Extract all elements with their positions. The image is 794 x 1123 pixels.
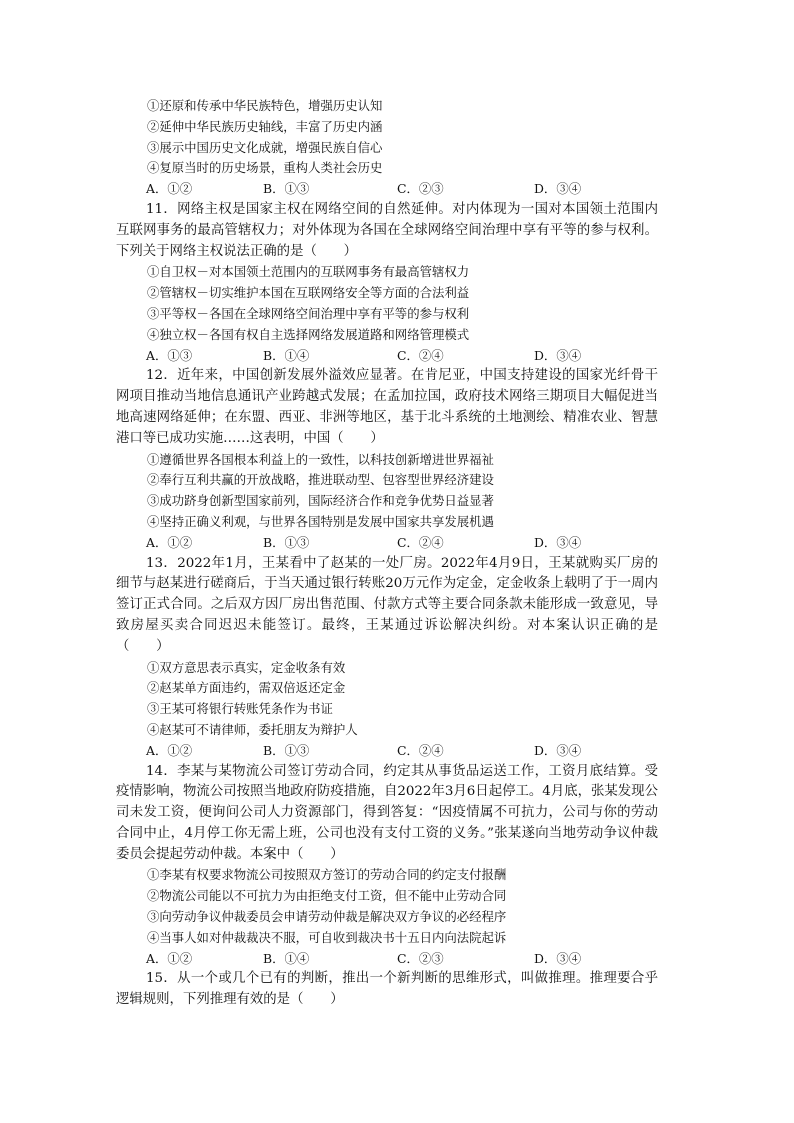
q13-choice-c: C．②④ xyxy=(397,742,444,758)
q10-choice-b: B．①③ xyxy=(263,181,310,197)
q10-choices xyxy=(146,179,658,200)
q13-choice-b: B．①③ xyxy=(263,742,310,758)
q13-option-2: ②赵某单方面违约，需双倍返还定金 xyxy=(147,680,346,696)
q12-option-1: ①遵循世界各国根本利益上的一致性，以科技创新增进世界福祉 xyxy=(147,451,494,467)
q14-choice-b: B．①④ xyxy=(263,950,310,966)
q14-option-2: ②物流公司能以不可抗力为由拒绝支付工资，但不能中止劳动合同 xyxy=(147,888,507,904)
question-11 xyxy=(116,200,658,366)
q12-choice-a: A．①② xyxy=(146,534,193,550)
q10-option-2: ②延伸中华民族历史轴线，丰富了历史内涵 xyxy=(147,118,383,134)
q10-choice-c: C．②③ xyxy=(397,181,444,197)
question-10 xyxy=(146,96,658,200)
q13-choices xyxy=(146,741,658,762)
q13-stem: 13．2022年1月，王某看中了赵某的一处厂房。2022年4月9日，王某就购买厂房的细节与赵某进行磋商后，于当天通过银行转账20万元作为定金，定金收条上载明了于一周内签订正式合同。之后双方因厂房出售范围、付款方式等主要合同条款未能形成一致意见，导致房屋买卖合同迟迟未能签订。最终，王某通过诉讼解决纠纷。对本案认识正确的是（ ） xyxy=(116,555,658,654)
q11-choices xyxy=(146,346,658,367)
q15-stem: 15．从一个或几个已有的判断，推出一个新判断的思维形式，叫做推理。推理要合乎逻辑规则，下列推理有效的是（ ） xyxy=(116,971,658,1008)
q12-choice-d: D．③④ xyxy=(534,534,582,550)
q10-choice-a: A．①② xyxy=(146,181,193,197)
q10-option-1: ①还原和传承中华民族特色，增强历史认知 xyxy=(147,98,383,113)
q11-choice-b: B．①④ xyxy=(263,347,310,363)
q12-option-3: ③成功跻身创新型国家前列，国际经济合作和竞争优势日益显著 xyxy=(147,493,494,509)
q14-choices xyxy=(146,949,658,970)
q11-choice-d: D．③④ xyxy=(534,347,582,363)
question-12 xyxy=(116,366,658,553)
q11-option-4: ④独立权－各国有权自主选择网络发展道路和网络管理模式 xyxy=(147,326,470,342)
q11-option-1: ①自卫权－对本国领土范围内的互联网事务有最高管辖权力 xyxy=(147,264,470,280)
q14-option-3: ③向劳动争议仲裁委员会申请劳动仲裁是解决双方争议的必经程序 xyxy=(147,909,507,925)
q14-choice-d: D．③④ xyxy=(534,950,582,966)
q11-option-3: ③平等权－各国在全球网络空间治理中享有平等的参与权利 xyxy=(147,305,470,321)
q10-option-4: ④复原当时的历史场景，重构人类社会历史 xyxy=(147,160,383,176)
q11-choice-a: A．①③ xyxy=(146,347,193,363)
q12-option-4: ④坚持正确义利观，与世界各国特别是发展中国家共享发展机遇 xyxy=(147,513,494,529)
q13-choice-d: D．③④ xyxy=(534,742,582,758)
q14-choice-c: C．②③ xyxy=(397,950,444,966)
q10-choice-d: D．③④ xyxy=(534,181,582,197)
q13-choice-a: A．①② xyxy=(146,742,193,758)
q13-option-1: ①双方意思表示真实，定金收条有效 xyxy=(147,659,346,675)
q14-option-1: ①李某有权要求物流公司按照双方签订的劳动合同的约定支付报酬 xyxy=(147,867,507,883)
question-13 xyxy=(116,554,658,762)
q11-choice-c: C．②④ xyxy=(397,347,444,363)
q12-stem: 12．近年来，中国创新发展外溢效应显著。在肯尼亚，中国支持建设的国家光纤骨干网项目推动当地信息通讯产业跨越式发展；在孟加拉国，政府技术网络三期项目大幅促进当地高速网络延伸；在东盟、西亚、非洲等地区，基于北斗系统的土地测绘、精准农业、智慧港口等已成功实施……这表明，中国（ ） xyxy=(116,368,658,446)
q11-option-2: ②管辖权－切实维护本国在互联网络安全等方面的合法利益 xyxy=(147,285,470,301)
q11-stem: 11．网络主权是国家主权在网络空间的自然延伸。对内体现为一国对本国领土范围内互联网事务的最高管辖权力；对外体现为各国在全球网络空间治理中享有平等的参与权利。下列关于网络主权说法正确的是（ ） xyxy=(116,201,658,259)
q13-option-4: ④赵某可不请律师，委托朋友为辩护人 xyxy=(147,721,358,737)
q14-stem: 14．李某与某物流公司签订劳动合同，约定其从事货品运送工作，工资月底结算。受疫情影响，物流公司按照当地政府防疫措施，自2022年3月6日起停工。4月底，张某发现公司未发工资，便询问公司人力资源部门，得到答复：“因疫情属不可抗力，公司与你的劳动合同中止，4月停工你无需上班，公司也没有支付工资的义务。”张某遂向当地劳动争议仲裁委员会提起劳动仲裁。本案中（ ） xyxy=(116,763,658,862)
q13-option-3: ③王某可将银行转账凭条作为书证 xyxy=(147,701,333,717)
q14-choice-a: A．①② xyxy=(146,950,193,966)
q12-choices xyxy=(146,533,658,554)
page-content xyxy=(116,96,658,1011)
question-15 xyxy=(116,969,658,1011)
q12-choice-b: B．①③ xyxy=(263,534,310,550)
question-14 xyxy=(116,762,658,970)
q12-choice-c: C．②④ xyxy=(397,534,444,550)
q12-option-2: ②奉行互利共赢的开放战略，推进联动型、包容型世界经济建设 xyxy=(147,472,494,488)
q10-option-3: ③展示中国历史文化成就，增强民族自信心 xyxy=(147,139,383,155)
q14-option-4: ④当事人如对仲裁裁决不服，可自收到裁决书十五日内向法院起诉 xyxy=(147,929,507,945)
